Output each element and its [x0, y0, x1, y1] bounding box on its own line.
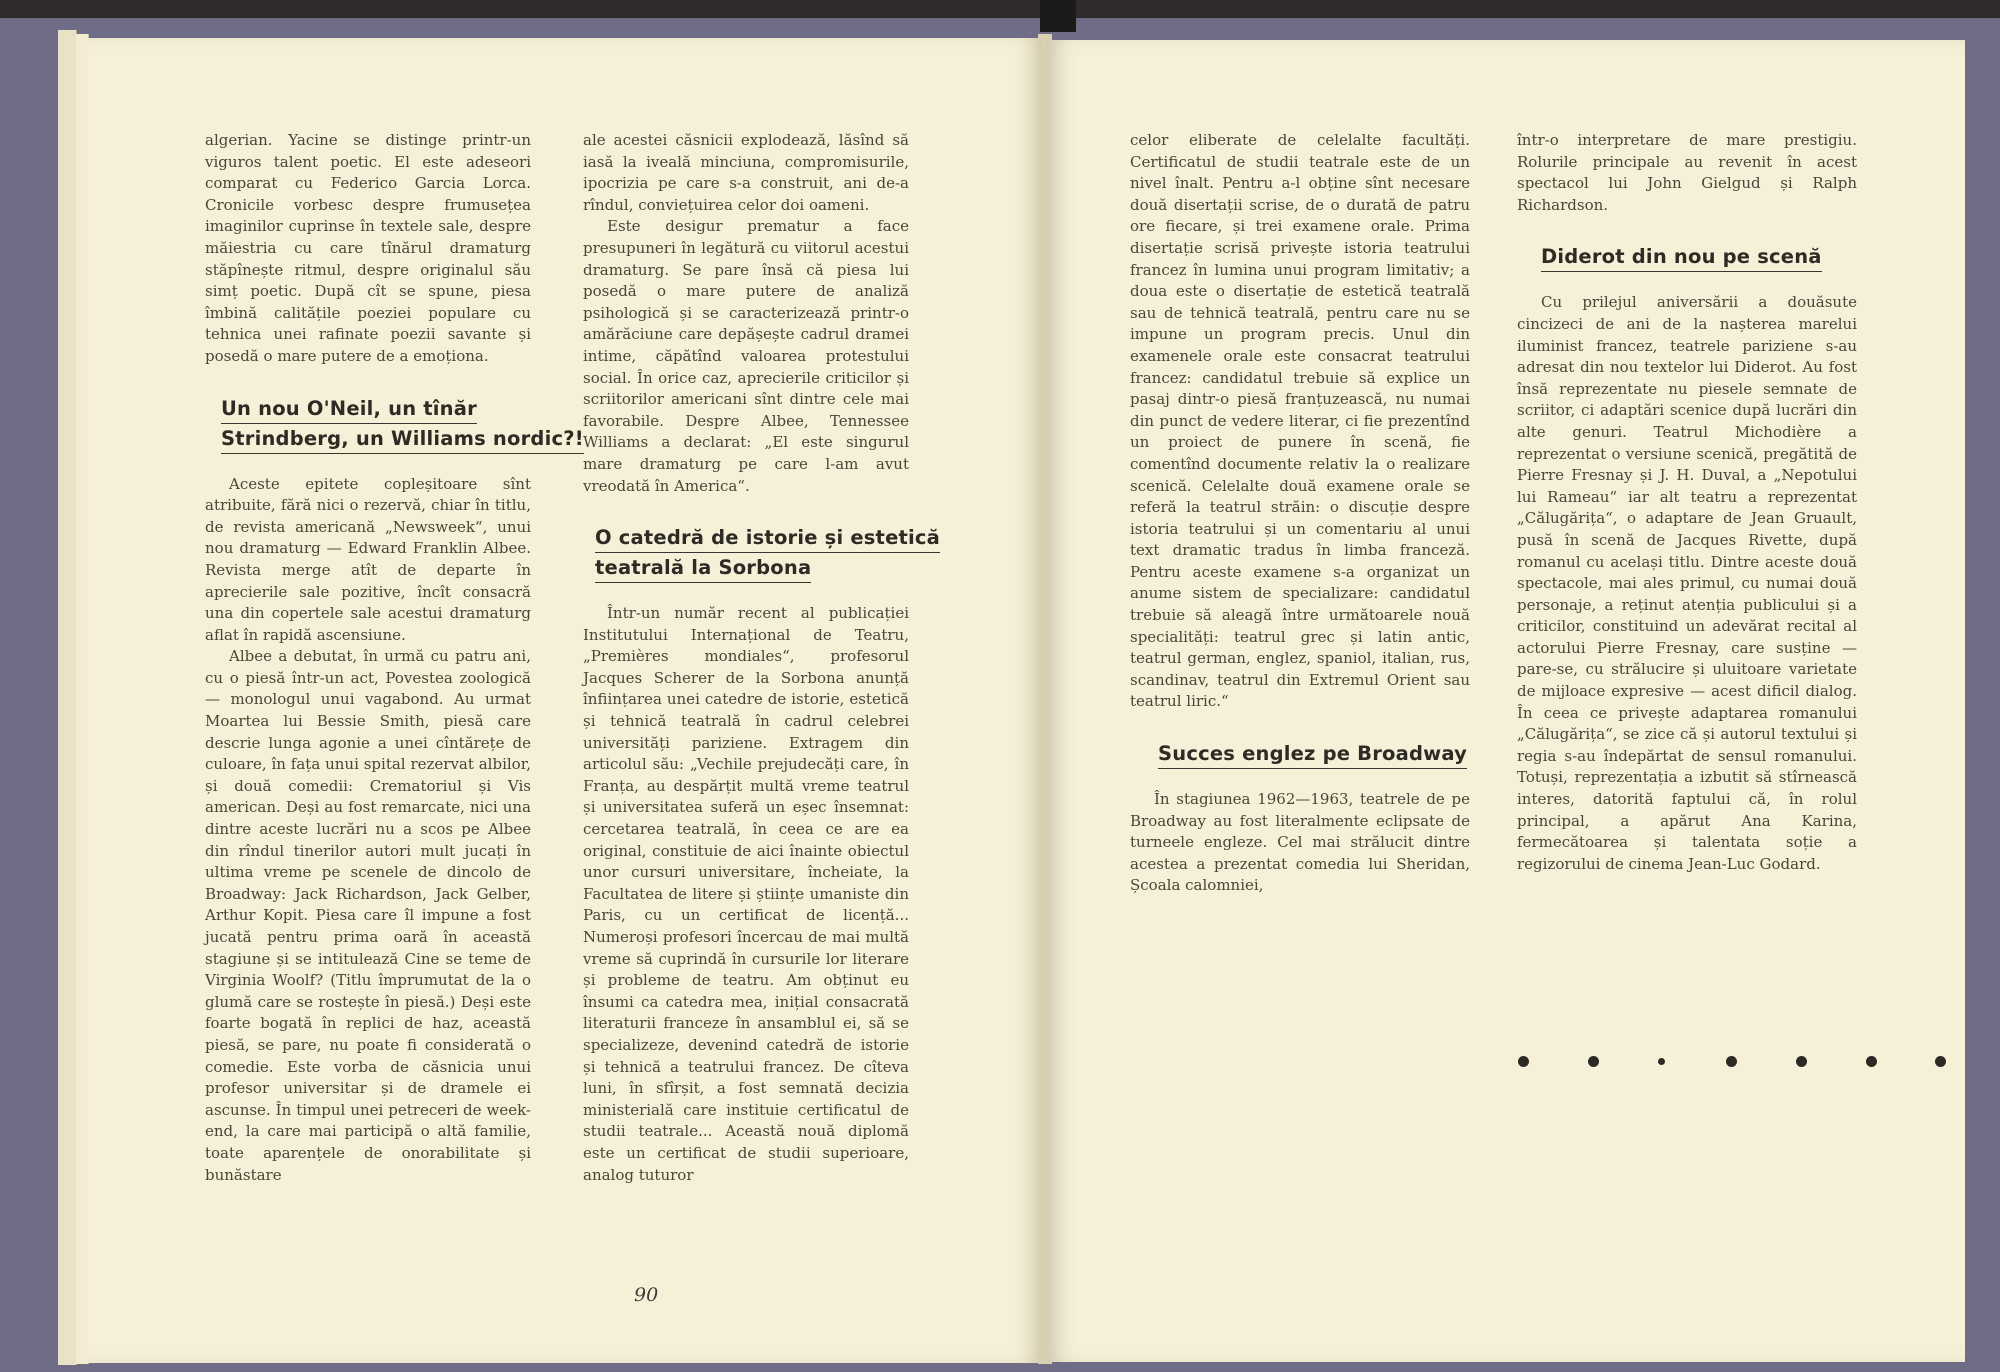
heading-sorbona — [595, 523, 940, 583]
heading-broadway: Succes englez pe Broadway — [1158, 739, 1467, 769]
column-3 — [1130, 130, 1470, 897]
col4-paragraph-2: Cu prilejul aniversării a douăsute cincizeci de ani de la nașterea marelui iluminist francez, teatrele pariziene s-au adresat din nou textelor lui Diderot. Au fost însă reprezentate nu piesele semnate de scriitor, ci adaptări scenice după lucrări din alte genuri. Teatrul Michodière a reprezentat o versiune scenică, pregătită de Pierre Fresnay și J. H. Duval, a „Nepotului lui Rameau“ iar alt teatru a reprezentat „Călugărița“, o adaptare de Jean Gruault, pusă în scenă de Jacques Rivette, după romanul cu același titlu. Dintre aceste două spectacole, mai ales primul, cu numai două personaje, a reținut atenția publicului și a criticilor, constituind un adevărat recital al actorului Pierre Fresnay, care susține — pare-se, cu strălucire și uluitoare varietate de mijloace expresive — acest dificil dialog. În ceea ce privește adaptarea romanului „Călugărița“, se zice că și autorul textului și regia s-au îndepărtat de sensul romanului. Totuși, reprezentația a izbutit să stîrnească interes, datorită faptului că, în rolul principal, a apărut Ana Karina, fermecătoarea și talentata soție a regizorului de cinema Jean-Luc Godard. — [1517, 293, 1857, 873]
divider-dot — [1588, 1056, 1599, 1067]
heading-oneil — [221, 394, 584, 454]
col1-paragraph-1: Aceste epitete copleșitoare sînt atribuite, fără nici o rezervă, chiar în titlu, de revista americană „Newsweek“, unui nou dramaturg — Edward Franklin Albee. Revista merge atît de departe în aprecierile sale pozitive, încît consacră una din copertele sale acestui dramaturg aflat în rapidă ascensiune. — [205, 474, 531, 644]
column-1 — [205, 130, 584, 1186]
heading-oneil-line2: Strindberg, un Williams nordic?! — [221, 424, 584, 454]
page-number: 90 — [634, 1284, 659, 1306]
col3-paragraph-1: celor eliberate de celelalte facultăți. Certificatul de studii teatrale este de un nivel înalt. Pentru a-l obține sînt necesare două disertații scrise, de o durată de patru ore fiecare, și trei examene orale. Prima disertație scrisă privește istoria teatrului francez în lumina unui program limitativ; a doua este o disertație de estetică teatrală sau de tehnică teatrală, pentru care nu se impune un program precis. Unul din examenele orale este consacrat teatrului francez: candidatul trebuie să explice un pasaj dintr-o piesă franțuzească, nu numai din punct de vedere literar, ci fie prezentînd un proiect de punere în scenă, fie comentînd documente relativ la o realizare scenică. Celelalte două examene orale se referă la teatrul străin: o discuție despre istoria teatrului și un comentariu al unui text dramatic tradus în limba franceză. Pentru aceste examene s-a organizat un anume sistem de specializare: candidatul trebuie să aleagă între următoarele nouă specialități: teatrul grec și latin antic, teatrul german, englez, spaniol, italian, rus, scandinav, teatrul din Extremul Orient sau teatrul liric.“ — [1130, 131, 1470, 711]
col3-paragraph-2: În stagiunea 1962—1963, teatrele de pe Broadway au fost literalmente eclipsate de turneele engleze. Cel mai strălucit dintre acestea a prezentat comedia lui Sheridan, Școala calomniei, — [1130, 790, 1470, 895]
column-2 — [583, 130, 941, 1186]
left-page — [88, 38, 1043, 1363]
col1-intro-paragraph: algerian. Yacine se distinge printr-un viguros talent poetic. El este adeseori comparat cu Federico Garcia Lorca. Cronicile vorbesc despre frumusețea imaginilor cuprinse în textele sale, despre măiestria cu care tînărul dramaturg stăpînește ritmul, despre originalul său simț poetic. După cît se spune, piesa îmbină calitățile poeziei populare cu tehnica unei rafinate poezii savante și posedă o mare putere de a emoționa. — [205, 131, 531, 365]
section-divider-dots — [1518, 1056, 1958, 1070]
column-4 — [1517, 130, 1857, 875]
divider-dot — [1658, 1058, 1665, 1065]
heading-oneil-line1: Un nou O'Neil, un tînăr — [221, 394, 477, 424]
divider-dot — [1796, 1056, 1807, 1067]
col2-paragraph-3: Într-un număr recent al publicației Institutului Internațional de Teatru, „Premières mondiales“, profesorul Jacques Scherer de la Sorbona anunță înființarea unei catedre de istorie, estetică și tehnică teatrală în cadrul celebrei universități pariziene. Extragem din articolul său: „Vechile prejudecăți care, în Franța, au despărțit multă vreme teatrul și universitatea suferă un eșec însemnat: cercetarea teatrală, în ceea ce are ea original, constituie de aici înainte obiectul unor cursuri universitare, încheiate, la Facultatea de litere și științe umaniste din Paris, cu un certificat de licență... Numeroși profesori încercau de mai multă vreme să cuprindă în cursurile lor literare și probleme de teatru. Am obținut eu însumi ca catedra mea, inițial consacrată literaturii franceze în ansamblul ei, să se specializeze, devenind catedră de istorie și tehnică a teatrului francez. De cîteva luni, în sfîrșit, a fost semnată decizia ministerială care instituie certificatul de studii teatrale... Această nouă diplomă este un certificat de studii superioare, analog tuturor — [583, 604, 909, 1184]
col2-paragraph-2: Este desigur prematur a face presupuneri în legătură cu viitorul acestui dramaturg. Se pare însă că piesa lui posedă o mare putere de analiză psihologică și se caracterizează printr-o amărăciune care depășește cadrul dramei intime, căpătînd valoarea protestului social. În orice caz, aprecierile criticilor și scriitorilor americani sînt dintre cele mai favorabile. Despre Albee, Tennessee Williams a declarat: „El este singurul mare dramaturg pe care l-am avut vreodată în America“. — [583, 217, 909, 495]
divider-dot — [1935, 1056, 1946, 1067]
book-spine-top — [1040, 0, 1076, 32]
divider-dot — [1866, 1056, 1877, 1067]
heading-diderot: Diderot din nou pe scenă — [1541, 242, 1822, 272]
col1-paragraph-2: Albee a debutat, în urmă cu patru ani, cu o piesă într-un act, Povestea zoologică — monologul unui vagabond. Au urmat Moartea lui Bessie Smith, piesă care descrie lunga agonie a unei cîntărețe de culoare, în fața unui spital rezervat albilor, și două comedii: Crematoriul și Vis american. Deși au fost remarcate, nici una dintre aceste lucrări nu a scos pe Albee din rîndul tinerilor autori mult jucați în ultima vreme pe scenele de dincolo de Broadway: Jack Richardson, Jack Gelber, Arthur Kopit. Piesa care îl impune a fost jucată pentru prima oară în această stagiune și se intitulează Cine se teme de Virginia Woolf? (Titlu împrumutat de la o glumă care se rostește în piesă.) Deși este foarte bogată în replici de haz, această piesă, se pare, nu poate fi considerată o comedie. Este vorba de căsnicia unui profesor universitar și de dramele ei ascunse. În timpul unei petreceri de week-end, la care mai participă o altă familie, toate aparențele de onorabilitate și bunăstare — [205, 647, 531, 1184]
col2-paragraph-1: ale acestei căsnicii explodează, lăsînd să iasă la iveală minciuna, compromisurile, ipocrizia pe care s-a construit, ani de-a rîndul, conviețuirea celor doi oameni. — [583, 131, 909, 214]
page-edges — [58, 30, 77, 1365]
divider-dot — [1726, 1056, 1737, 1067]
heading-sorbona-line2: teatrală la Sorbona — [595, 553, 811, 583]
heading-sorbona-line1: O catedră de istorie și estetică — [595, 523, 940, 553]
right-page — [1047, 40, 1965, 1362]
col4-paragraph-1: într-o interpretare de mare prestigiu. Rolurile principale au revenit în acest spectacol lui John Gielgud și Ralph Richardson. — [1517, 131, 1857, 214]
divider-dot — [1518, 1056, 1529, 1067]
